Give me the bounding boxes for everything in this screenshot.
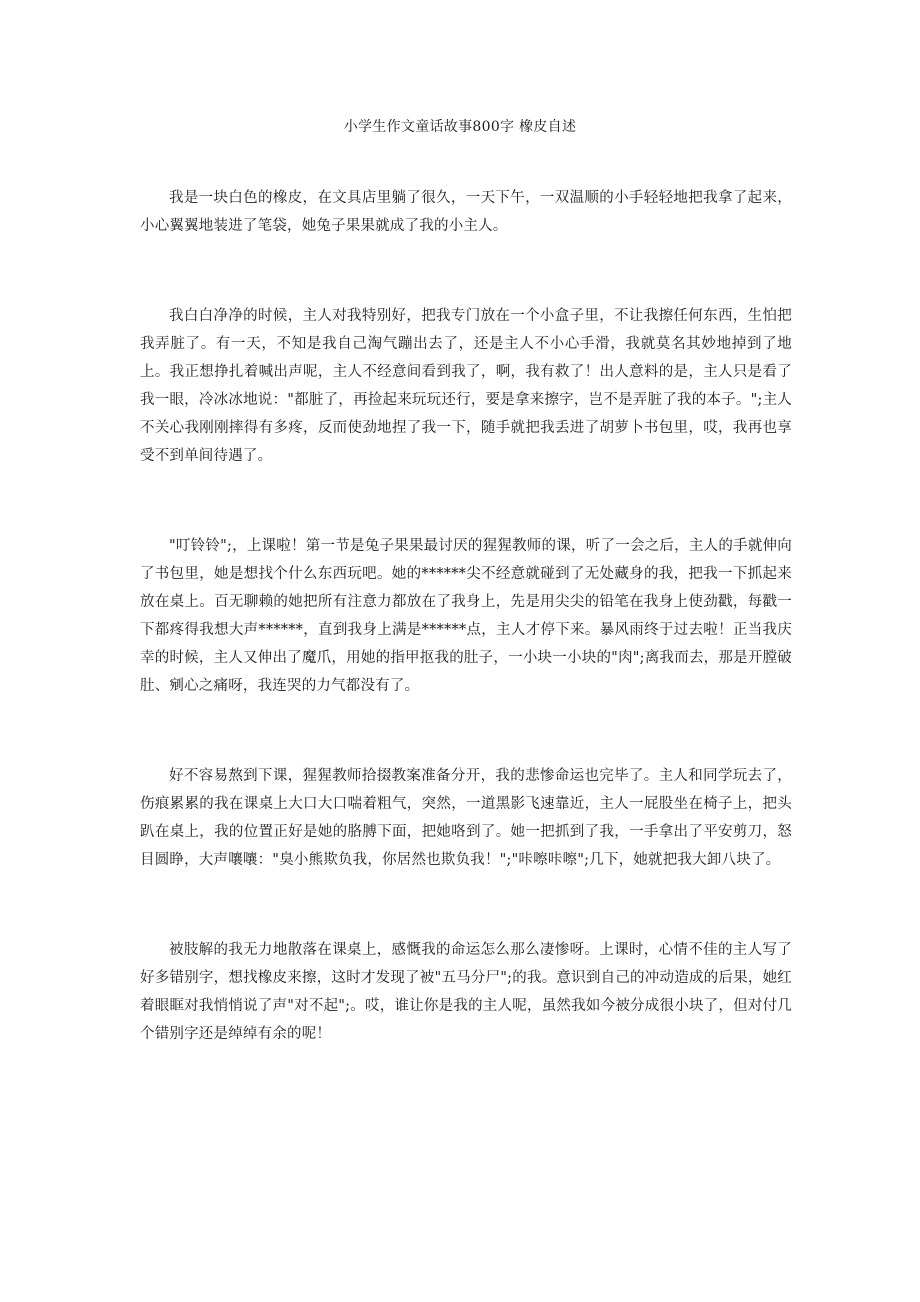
document-title: 小学生作文童话故事800字 橡皮自述 <box>343 119 577 135</box>
paragraph-4: 好不容易熬到下课，猩猩教师拾掇教案准备分开，我的悲惨命运也完毕了。主人和同学玩去了，伤痕累累的我在课桌上大口大口喘着粗气，突然，一道黑影飞速靠近，主人一屁股坐在椅子上，把头趴在桌上，我的位置正好是她的胳膊下面，把她咯到了。她一把抓到了我，一手拿出了平安剪刀，怒目圆睁，大声嚷嚷："臭小熊欺负我，你居然也欺负我！";"咔嚓咔嚓";几下，她就把我大卸八块了。 <box>140 768 792 868</box>
document-body <box>140 184 792 1110</box>
paragraph-3: "叮铃铃";，上课啦！第一节是兔子果果最讨厌的猩猩教师的课，听了一会之后，主人的手就伸向了书包里，她是想找个什么东西玩吧。她的******尖不经意就碰到了无处藏身的我，把我一下抓起来放在桌上。百无聊赖的她把所有注意力都放在了我身上，先是用尖尖的铅笔在我身上使劲戳，每戳一下都疼得我想大声******，直到我身上满是******点，主人才停下来。暴风雨终于过去啦！正当我庆幸的时候，主人又伸出了魔爪，用她的指甲抠我的肚子，一小块一小块的"肉";离我而去，那是开膛破肚、剜心之痛呀，我连哭的力气都没有了。 <box>140 538 792 694</box>
paragraph-5: 被肢解的我无力地散落在课桌上，感慨我的命运怎么那么凄惨呀。上课时，心情不佳的主人写了好多错别字，想找橡皮来擦，这时才发现了被"五马分尸";的我。意识到自己的冲动造成的后果，她红着眼眶对我悄悄说了声"对不起";。哎，谁让你是我的主人呢，虽然我如今被分成很小块了，但对付几个错别字还是绰绰有余的呢！ <box>140 942 792 1042</box>
paragraph-1: 我是一块白色的橡皮，在文具店里躺了很久，一天下午，一双温顺的小手轻轻地把我拿了起来，小心翼翼地装进了笔袋，她兔子果果就成了我的小主人。 <box>140 190 792 234</box>
paragraph-2: 我白白净净的时候，主人对我特别好，把我专门放在一个小盒子里，不让我擦任何东西，生怕把我弄脏了。有一天，不知是我自己淘气蹦出去了，还是主人不小心手滑，我就莫名其妙地掉到了地上。我正想挣扎着喊出声呢，主人不经意间看到我了，啊，我有救了！出人意料的是，主人只是看了我一眼，冷冰冰地说："都脏了，再捡起来玩玩还行，要是拿来擦字，岂不是弄脏了我的本子。";主人不关心我刚刚摔得有多疼，反而使劲地捏了我一下，随手就把我丢进了胡萝卜书包里，哎，我再也享受不到单间待遇了。 <box>140 308 792 464</box>
